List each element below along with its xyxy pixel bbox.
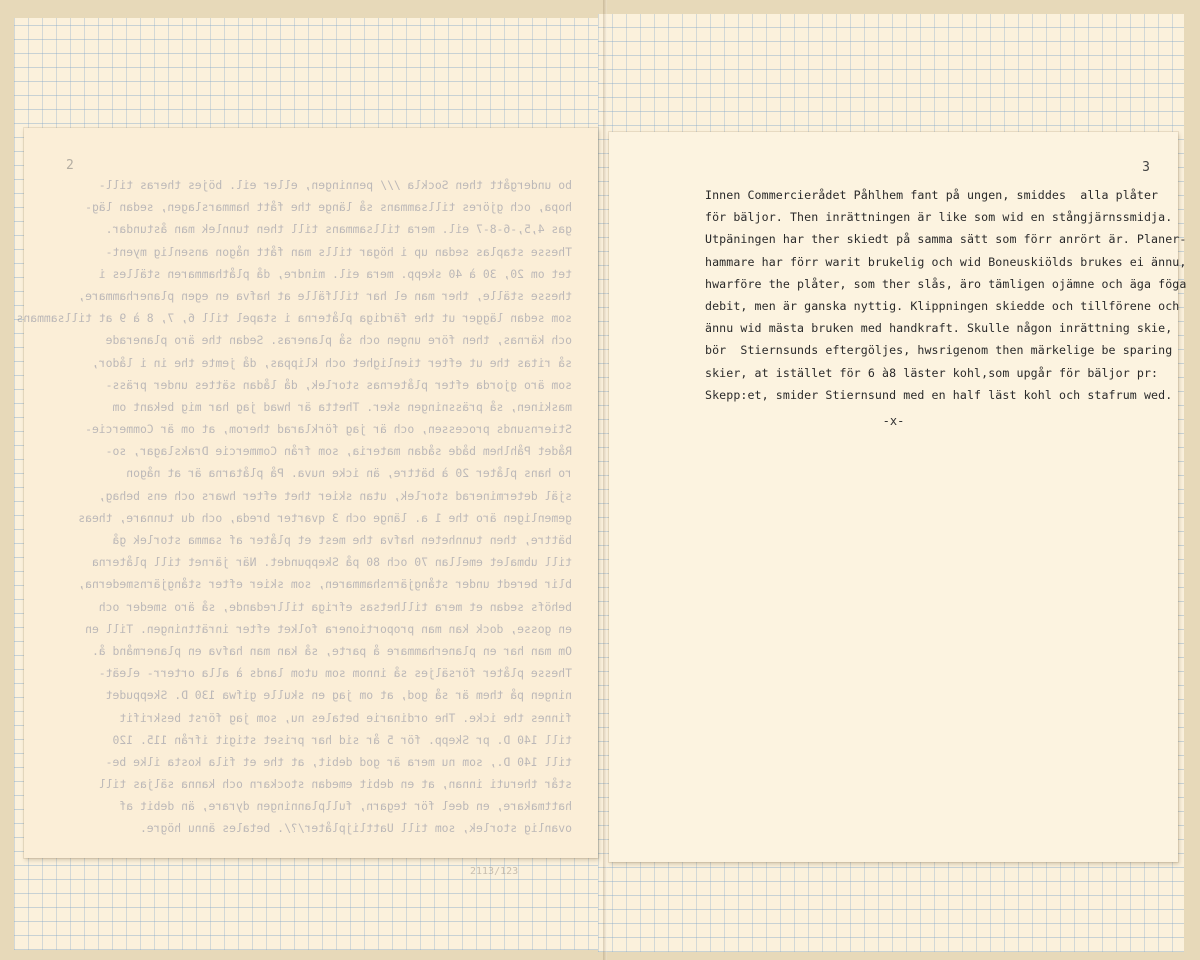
text-line: själ determinerad storlek, utan skier thet efter hwars och ens behag,: [98, 488, 572, 503]
text-line: thesse ställe, ther man el har tillfälle at hafva en egen planerhammare,: [78, 288, 572, 303]
text-line: blir beredt under stångjärnshammaren, som skier efter stångjärnsmederna,: [78, 577, 572, 592]
text-line: ovanlig storlek, som till Uattlijplåter/?/. betales ännu högre.: [139, 821, 572, 836]
text-line: Innen Commercierådet Påhlhem fant på ungen, smiddes alla plåter: [705, 188, 1159, 202]
text-line: bättre, then tunnheten hafva the mest et plåter af samma storlek gå: [112, 533, 572, 547]
left-page-number: 2: [66, 158, 74, 173]
text-line: så ritas the ut efter tienlighet och klippas, då jemte the in i lådor,: [91, 355, 572, 370]
text-line: gemenligen äro the 1 a. länge och 3 qvarter breda, och du tunnare, theas: [78, 510, 572, 525]
text-line: Skepp:et, smider Stiernsund med en half läst kohl och stafrum wed.: [705, 387, 1173, 402]
text-line: finnes the icke. The ordinarie betales nu, som jag först beskrifit: [119, 710, 572, 725]
text-line: Rådet Påhlhem både sådan materia, som från Commercie Drakslagar, so-: [105, 444, 572, 459]
text-line: tet om 20, 30 à 40 skepp. mera eil. mindre, då plåthammaren ställes i: [98, 266, 572, 281]
left-page-mirrored-text: [16, 174, 572, 840]
text-line: hattmakare, en deel för tegarn, fullplanningen dyrare, än debit af: [119, 799, 572, 814]
text-line: hwarföre the plåter, som ther slås, äro tämligen ojämne och äga föga: [705, 276, 1187, 291]
text-line: till ubmalet emellan 70 och 80 på Skeppundet. När järnet till plåterna: [91, 555, 572, 570]
text-line: gas 4,5,-6-8-7 eil. mera tillsammans till then tunnlek man åstundar.: [105, 222, 572, 237]
end-mark: -x-: [882, 414, 905, 428]
text-line: som sedan lägger ut the färdiga plåterna i stapel till 6, 7, 8 à 9 at tillsammans: [16, 311, 572, 326]
center-fold: [603, 0, 607, 960]
text-line: för bäljor. Then inrättningen är like som wid en stångjärnssmidja.: [705, 210, 1173, 225]
right-page-text: [705, 184, 1187, 406]
text-line: som äro gjorda efter plåternas storlek, då lådan sättes under präss-: [105, 377, 572, 392]
text-line: till 140 D., som nu mera är god debit, at the et fila kosta ilke be-: [105, 754, 572, 769]
text-line: ningen på them är så god, at om jag en skulle gifwa 130 D. Skeppudet: [105, 688, 572, 703]
text-line: Thesse plåter försäljes så innom som utom lands à alla orterr- eleät-: [98, 666, 572, 681]
text-line: ro hans plåter 20 à bättre, än icke nuva. På plåtarna är at någon: [126, 466, 572, 481]
text-line: Stiernsunds processen, och är jag förklarad therom, at om är Commercie-: [85, 422, 572, 437]
text-line: och kärnas, then före ungen och så planeras. Sedan the äro planerade: [105, 333, 572, 348]
text-line: maskinen, så prässningen sker. Thetta är hwad jag har mig bekant om: [112, 399, 572, 414]
text-line: till 140 D. pr Skepp. för 5 år sid har priset stigit ifrån 115. 120: [112, 732, 572, 747]
text-line: debit, men är ganska nyttig. Klippningen skiedde och tillförene och: [705, 298, 1180, 313]
right-page-number: 3: [1142, 160, 1150, 175]
text-line: behöfs sedan et mera tillhetsas efriga tillredande, så äro smeder och: [98, 599, 572, 614]
text-line: bör Stiernsunds eftergöljes, hwsrigenom then märkelige be sparing: [705, 343, 1173, 358]
left-page-bleedthrough: [16, 128, 598, 858]
text-line: bo undergått then Sockla /// penningen, eller eil. böjes theras till-: [98, 178, 572, 192]
text-line: hopa, och gjöres tillsammans så länge the fått hammarslagen, sedan läg-: [85, 200, 572, 215]
text-line: skier, at istället för 6 à8 läster kohl,som upgår för bäljor pr:: [705, 365, 1159, 380]
text-line: en gosse, dock kan man proportionera folket efter inrättningen. Till en: [85, 621, 572, 636]
text-line: Om man har en planerhammare å parte, så kan man hafva en planermånd å.: [91, 643, 572, 658]
text-line: står theruti innan, at en debit emedan stockarn och kanna säljas till: [98, 777, 572, 792]
text-line: hammare har förr warit brukelig och wid Boneuskiölds brukes ei ännu,: [705, 254, 1187, 269]
archive-stamp: 2113/123: [470, 866, 519, 877]
text-line: Thesse staplas sedan up i högar tills man fått någon ansenlig myent-: [105, 244, 572, 259]
text-line: ännu wid mästa bruken med handkraft. Skulle någon inrättning skie,: [705, 321, 1173, 336]
text-line: Utpäningen har ther skiedt på samma sätt som förr anrört är. Planer-: [705, 232, 1187, 247]
right-page-typed: [609, 132, 1187, 862]
